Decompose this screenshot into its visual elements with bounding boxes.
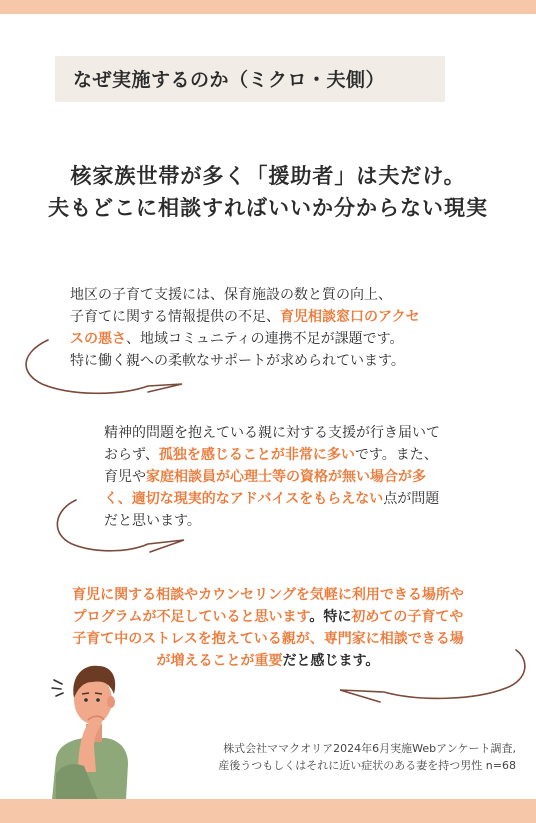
comment-2-highlight: く、適切な現実的なアドバイスをもらえない	[104, 491, 384, 507]
source-note	[218, 740, 516, 774]
comment-3-text: だと感じます。	[282, 653, 380, 669]
comment-2-highlight: 孤独を感じることが非常に多い	[158, 447, 355, 463]
comment-2-text: です。また、	[354, 447, 438, 463]
source-line-1: 株式会社ママクオリア2024年6月実施Webアンケート調査,	[223, 742, 516, 755]
section-title: なぜ実施するのか（ミクロ・夫側）	[73, 69, 386, 91]
headline-line-1: 核家族世帯が多く「援助者」は夫だけ。	[70, 164, 466, 188]
bottom-band	[0, 799, 536, 823]
source-line-2: 産後うつもしくはそれに近い症状のある妻を持つ男性 n=68	[218, 759, 516, 772]
comment-2-highlight: 家庭相談員が心理士等の資格が無い場合が多	[146, 469, 426, 485]
comment-3-text: 。特に	[309, 609, 352, 625]
comment-1-text: 、地域コミュニティの連携不足が課題です。	[126, 331, 404, 347]
comment-1-line-4: 特に働く親への柔軟なサポートが求められています。	[70, 353, 405, 369]
comment-3-line-2	[0, 606, 536, 628]
comment-1-text: 子育てに関する情報提供の不足、	[70, 309, 280, 325]
comment-2-text: おらず、	[104, 447, 159, 463]
comment-2-line-1: 精神的問題を抱えている親に対する支援が行き届いて	[104, 425, 440, 441]
comment-3-highlight: が増えることが重要	[156, 653, 283, 669]
comment-3-line-1: 育児に関する相談やカウンセリングを気軽に利用できる場所や	[72, 587, 464, 603]
thinking-man-illustration	[48, 654, 132, 800]
comment-3-line-3: 子育て中のストレスを抱えている親が、専門家に相談できる場	[72, 631, 464, 647]
comment-1-highlight: 育児相談窓口のアクセ	[280, 309, 420, 325]
comment-2-text: 点が問題	[383, 491, 440, 507]
comment-3-highlight: 初めての子育てや	[351, 609, 464, 625]
comment-1-highlight: スの悪さ	[70, 331, 126, 347]
comment-2-line-5: だと思います。	[104, 513, 201, 529]
comment-2-text: 育児や	[104, 469, 146, 485]
headline-line-2: 夫もどこに相談すればいいか分からない現実	[48, 196, 488, 220]
comment-3-highlight: プログラムが不足していると思います	[72, 609, 310, 625]
comment-1-line-1: 地区の子育て支援には、保育施設の数と質の向上、	[70, 287, 392, 303]
